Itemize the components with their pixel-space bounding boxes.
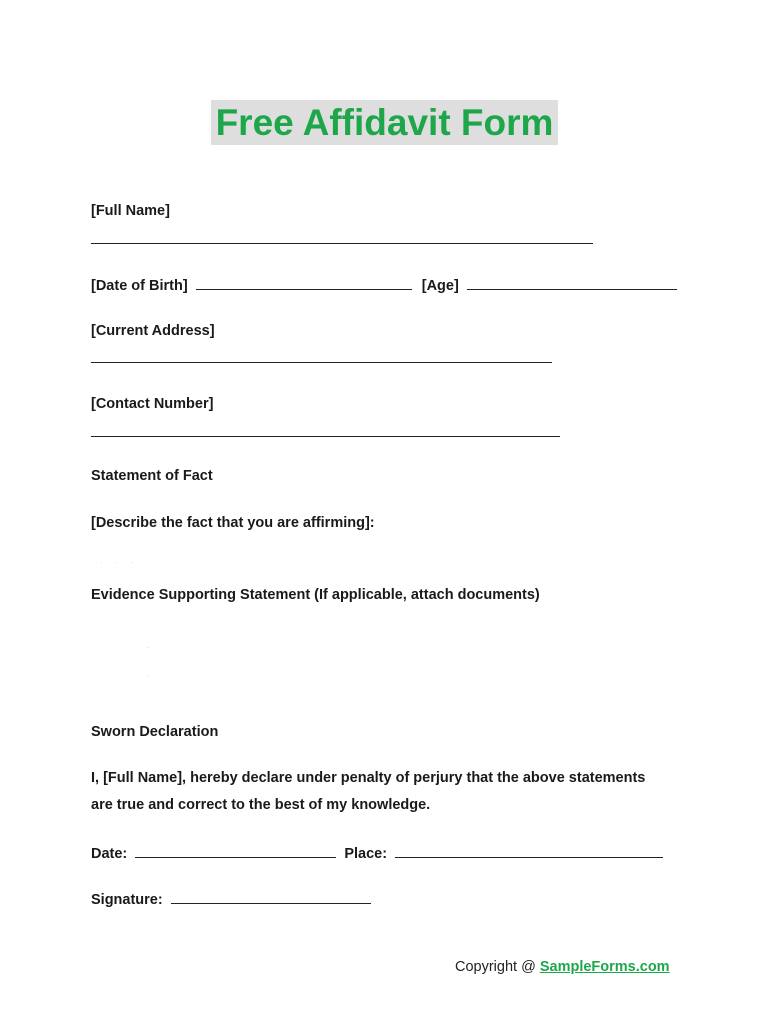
age-blank[interactable]: [467, 275, 677, 290]
faint-mark-1: ·: [146, 642, 149, 652]
declaration-line-1: I, [Full Name], hereby declare under penalty of perjury that the above statements: [91, 770, 646, 786]
date-place-row: [91, 843, 663, 863]
faint-mark-2: ·: [146, 670, 149, 680]
describe-label: [Describe the fact that you are affirming]:: [91, 515, 375, 531]
sworn-heading: Sworn Declaration: [91, 724, 219, 740]
contact-label: [Contact Number]: [91, 396, 214, 412]
faint-dots: · · ·: [100, 557, 134, 567]
declaration-line-2: are true and correct to the best of my knowledge.: [91, 797, 431, 813]
place-blank[interactable]: [395, 843, 663, 858]
brand-link[interactable]: SampleForms.com: [539, 959, 670, 975]
dob-blank[interactable]: [196, 275, 412, 290]
dob-age-row: [91, 275, 677, 295]
date-label: Date:: [91, 846, 128, 862]
dob-label: [Date of Birth]: [91, 278, 188, 294]
signature-blank[interactable]: [171, 889, 371, 904]
full-name-label: [Full Name]: [91, 203, 170, 219]
title-highlight: [211, 100, 558, 145]
age-label: [Age]: [421, 278, 459, 294]
contact-blank[interactable]: [91, 436, 560, 437]
copyright-footer: [455, 958, 670, 976]
address-blank[interactable]: [91, 362, 552, 363]
evidence-heading: Evidence Supporting Statement (If applicable, attach documents): [91, 587, 540, 603]
date-blank[interactable]: [135, 843, 336, 858]
document-title: Free Affidavit Form: [215, 102, 554, 143]
signature-label: Signature:: [91, 892, 163, 908]
address-label: [Current Address]: [91, 323, 215, 339]
signature-row: [91, 889, 371, 909]
statement-heading: Statement of Fact: [91, 468, 213, 484]
full-name-blank[interactable]: [91, 243, 593, 244]
copyright-prefix: Copyright @: [455, 959, 540, 975]
place-label: Place:: [344, 846, 388, 862]
